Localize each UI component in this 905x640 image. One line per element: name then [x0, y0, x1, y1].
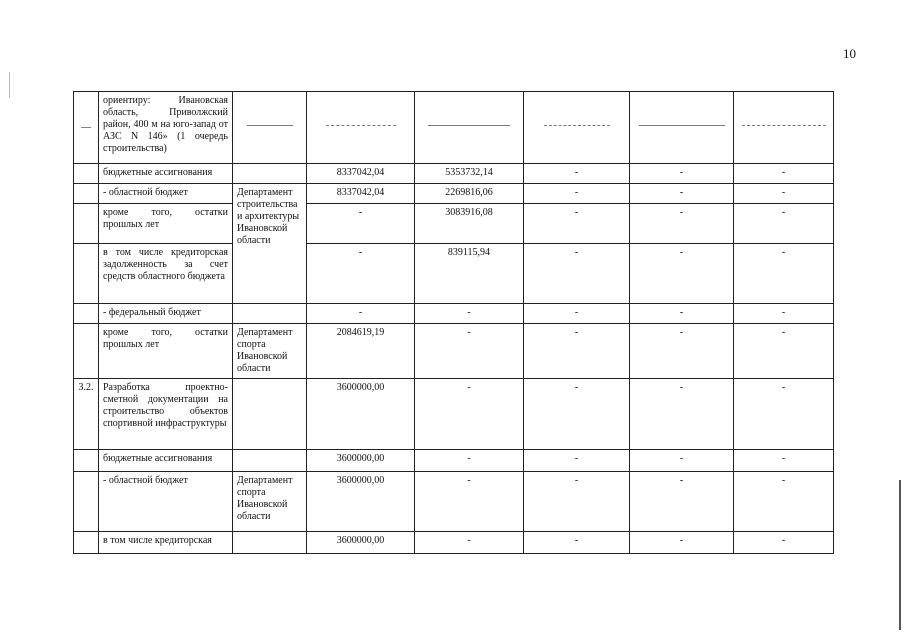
scribble-line — [742, 125, 826, 127]
row-org — [233, 379, 307, 450]
row-value-3: - — [524, 450, 630, 472]
row-number — [74, 244, 99, 304]
row-org — [233, 532, 307, 554]
row-org: Департамент строительства и архитектуры Ивановской области — [233, 184, 307, 304]
row-name: бюджетные ассигнования — [99, 450, 233, 472]
row-value-4: - — [630, 324, 734, 379]
row-number — [74, 184, 99, 204]
row-org: Департамент спорта Ивановской области — [233, 472, 307, 532]
table-row — [74, 92, 834, 164]
scan-edge-mark — [899, 480, 901, 630]
scan-margin-mark — [9, 72, 10, 98]
row-value-3: - — [524, 324, 630, 379]
row-value-1 — [307, 92, 415, 164]
row-value-4: - — [630, 184, 734, 204]
scribble-line — [639, 125, 725, 127]
row-value-1: 3600000,00 — [307, 532, 415, 554]
row-value-5: - — [734, 379, 834, 450]
row-value-3: - — [524, 204, 630, 244]
row-value-2: - — [415, 324, 524, 379]
table-row — [74, 164, 834, 184]
budget-table — [73, 91, 834, 554]
row-value-1: - — [307, 244, 415, 304]
row-value-1: 8337042,04 — [307, 164, 415, 184]
row-value-4: - — [630, 304, 734, 324]
row-value-1: - — [307, 204, 415, 244]
row-value-2: - — [415, 532, 524, 554]
row-number — [74, 472, 99, 532]
row-number — [74, 164, 99, 184]
scribble-line — [544, 125, 610, 127]
scribble-line — [326, 125, 396, 127]
row-org — [233, 304, 307, 324]
row-value-3: - — [524, 304, 630, 324]
row-value-3: - — [524, 532, 630, 554]
table-row — [74, 204, 834, 244]
row-value-5: - — [734, 324, 834, 379]
row-org — [233, 92, 307, 164]
row-value-2: 839115,94 — [415, 244, 524, 304]
row-value-1: 3600000,00 — [307, 472, 415, 532]
row-org — [233, 164, 307, 184]
row-number — [74, 532, 99, 554]
row-value-3: - — [524, 184, 630, 204]
row-value-5: - — [734, 184, 834, 204]
row-value-2: 3083916,08 — [415, 204, 524, 244]
row-number — [74, 450, 99, 472]
scribble-line — [428, 125, 510, 127]
table-row — [74, 532, 834, 554]
row-value-4: - — [630, 164, 734, 184]
table-row — [74, 184, 834, 204]
row-name: кроме того, остатки прошлых лет — [99, 324, 233, 379]
row-name: бюджетные ассигнования — [99, 164, 233, 184]
row-value-4: - — [630, 204, 734, 244]
row-name: ориентиру: Ивановская область, Приволжский район, 400 м на юго-запад от АЗС N 146» (1 очередь строительства) — [99, 92, 233, 164]
row-value-2: 2269816,06 — [415, 184, 524, 204]
row-value-5 — [734, 92, 834, 164]
row-value-4: - — [630, 532, 734, 554]
row-value-5: - — [734, 472, 834, 532]
row-value-2: - — [415, 379, 524, 450]
row-value-4 — [630, 92, 734, 164]
table-row — [74, 450, 834, 472]
row-number: 3.2. — [74, 379, 99, 450]
table-row — [74, 324, 834, 379]
row-value-1: 3600000,00 — [307, 379, 415, 450]
row-value-5: - — [734, 450, 834, 472]
table-row — [74, 379, 834, 450]
row-value-5: - — [734, 164, 834, 184]
table-row — [74, 244, 834, 304]
row-value-4: - — [630, 472, 734, 532]
row-org — [233, 450, 307, 472]
row-value-3: - — [524, 379, 630, 450]
row-number — [74, 324, 99, 379]
row-number: — — [74, 92, 99, 164]
row-value-2 — [415, 92, 524, 164]
row-value-3: - — [524, 244, 630, 304]
row-value-5: - — [734, 204, 834, 244]
row-value-2: - — [415, 450, 524, 472]
row-name: в том числе кредиторская задолженность за счет средств областного бюджета — [99, 244, 233, 304]
row-value-5: - — [734, 304, 834, 324]
row-value-4: - — [630, 450, 734, 472]
table-row — [74, 472, 834, 532]
row-name: - областной бюджет — [99, 184, 233, 204]
row-name: Разработка проектно-сметной документации на строительство объектов спортивной инфраструктуры — [99, 379, 233, 450]
row-value-2: 5353732,14 — [415, 164, 524, 184]
row-number — [74, 204, 99, 244]
row-value-5: - — [734, 532, 834, 554]
row-org: Департамент спорта Ивановской области — [233, 324, 307, 379]
row-value-1: 3600000,00 — [307, 450, 415, 472]
row-name: - областной бюджет — [99, 472, 233, 532]
row-name: кроме того, остатки прошлых лет — [99, 204, 233, 244]
table-row — [74, 304, 834, 324]
row-name: в том числе кредиторская — [99, 532, 233, 554]
row-value-1: - — [307, 304, 415, 324]
row-name: - федеральный бюджет — [99, 304, 233, 324]
row-value-5: - — [734, 244, 834, 304]
row-value-4: - — [630, 379, 734, 450]
row-value-2: - — [415, 304, 524, 324]
row-value-3 — [524, 92, 630, 164]
scribble-line — [247, 125, 293, 127]
row-value-3: - — [524, 164, 630, 184]
row-value-4: - — [630, 244, 734, 304]
row-value-2: - — [415, 472, 524, 532]
row-value-1: 2084619,19 — [307, 324, 415, 379]
page-number: 10 — [843, 46, 856, 61]
row-number — [74, 304, 99, 324]
row-value-1: 8337042,04 — [307, 184, 415, 204]
row-value-3: - — [524, 472, 630, 532]
